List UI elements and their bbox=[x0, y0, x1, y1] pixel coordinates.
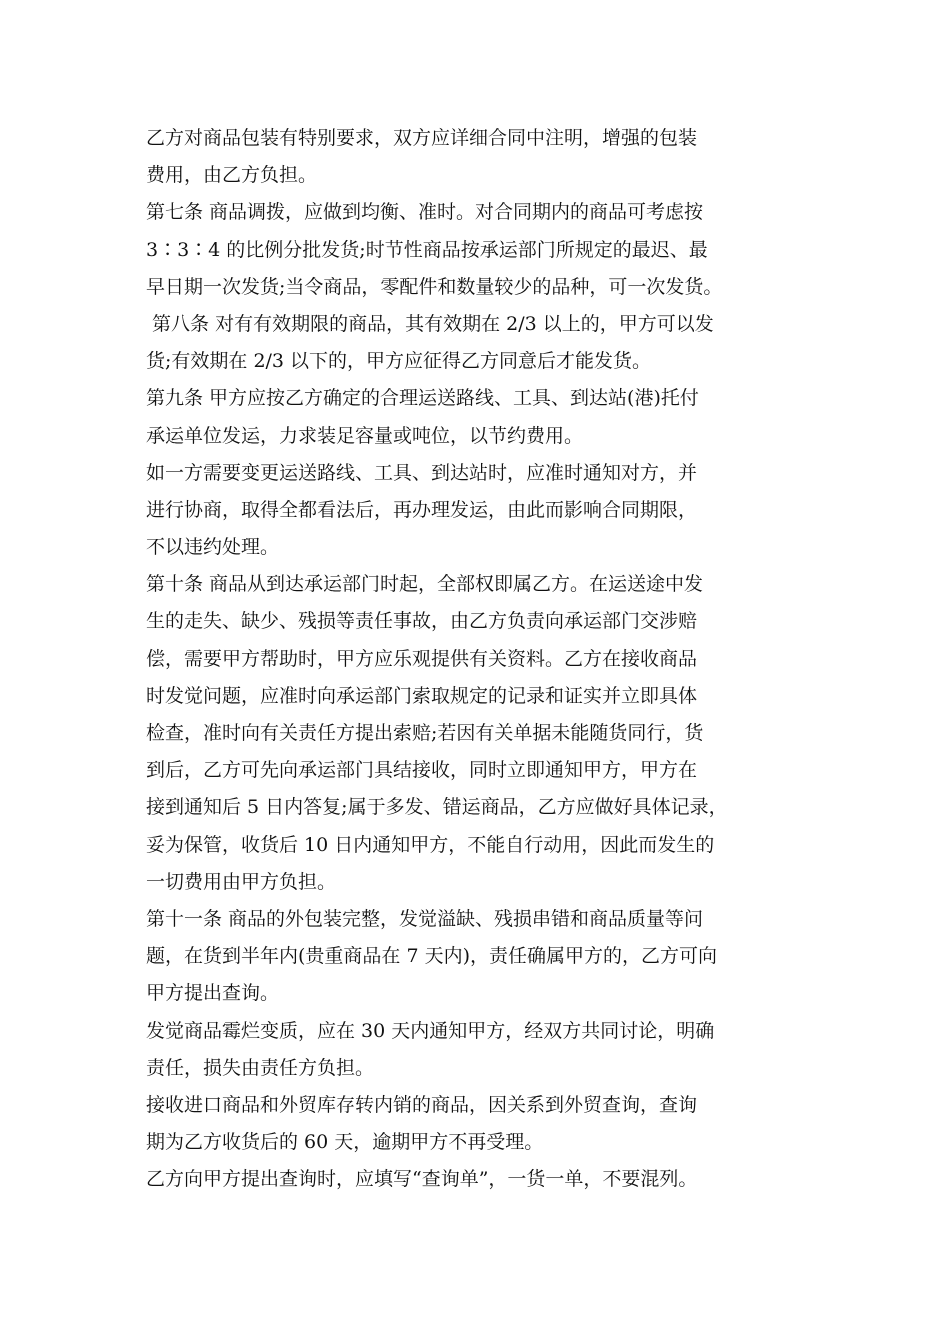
text-line: 时发觉问题，应准时向承运部门索取规定的记录和证实并立即具体 bbox=[146, 684, 698, 707]
text-line: 发觉商品霉烂变质，应在 30 天内通知甲方，经双方共同讨论，明确 bbox=[146, 1019, 715, 1042]
text-line: 3∶3∶4 的比例分批发货;时节性商品按承运部门所规定的最迟、最 bbox=[146, 238, 708, 261]
text-line: 第七条 商品调拨，应做到均衡、准时。对合同期内的商品可考虑按 bbox=[146, 201, 704, 224]
text-line: 不以违约处理。 bbox=[146, 536, 280, 559]
text-line: 承运单位发运，力求装足容量或吨位，以节约费用。 bbox=[146, 424, 584, 447]
text-line: 进行协商，取得全都看法后，再办理发运，由此而影响合同期限， bbox=[146, 498, 698, 521]
text-line: 题，在货到半年内(贵重商品在 7 天内)，责任确属甲方的，乙方可向 bbox=[146, 945, 717, 968]
document-body bbox=[146, 120, 826, 1198]
text-line: 费用，由乙方负担。 bbox=[146, 164, 318, 187]
text-line: 妥为保管，收货后 10 日内通知甲方，不能自行动用，因此而发生的 bbox=[146, 833, 715, 856]
text-line: 早日期一次发货;当令商品，零配件和数量较少的品种，可一次发货。 bbox=[146, 275, 723, 298]
text-line: 生的走失、缺少、残损等责任事故，由乙方负责向承运部门交涉赔 bbox=[146, 610, 698, 633]
text-line: 甲方提出查询。 bbox=[146, 982, 280, 1005]
text-line: 第九条 甲方应按乙方确定的合理运送路线、工具、到达站(港)托付 bbox=[146, 387, 699, 410]
text-line: 货;有效期在 2/3 以下的，甲方应征得乙方同意后才能发货。 bbox=[146, 350, 652, 373]
text-line: 如一方需要变更运送路线、工具、到达站时，应准时通知对方，并 bbox=[146, 461, 698, 484]
text-line: 接收进口商品和外贸库存转内销的商品，因关系到外贸查询，查询 bbox=[146, 1093, 698, 1116]
text-line: 到后，乙方可先向承运部门具结接收，同时立即通知甲方，甲方在 bbox=[146, 759, 698, 782]
text-line: 期为乙方收货后的 60 天，逾期甲方不再受理。 bbox=[146, 1131, 544, 1154]
text-line: 检查，准时向有关责任方提出索赔;若因有关单据未能随货同行，货 bbox=[146, 722, 704, 744]
text-line: 第八条 对有有效期限的商品，其有效期在 2/3 以上的，甲方可以发 bbox=[146, 312, 714, 335]
text-line: 乙方对商品包装有特别要求，双方应详细合同中注明，增强的包装 bbox=[146, 127, 698, 149]
text-line: 乙方向甲方提出查询时，应填写“查询单”，一货一单，不要混列。 bbox=[146, 1168, 698, 1191]
text-line: 接到通知后 5 日内答复;属于多发、错运商品，乙方应做好具体记录， bbox=[146, 796, 728, 819]
text-line: 责任，损失由责任方负担。 bbox=[146, 1056, 375, 1079]
text-line: 第十一条 商品的外包装完整，发觉溢缺、残损串错和商品质量等问 bbox=[146, 907, 704, 930]
text-line: 一切费用由甲方负担。 bbox=[146, 870, 337, 893]
text-line: 第十条 商品从到达承运部门时起，全部权即属乙方。在运送途中发 bbox=[146, 573, 704, 596]
text-line: 偿，需要甲方帮助时，甲方应乐观提供有关资料。乙方在接收商品 bbox=[146, 647, 698, 670]
